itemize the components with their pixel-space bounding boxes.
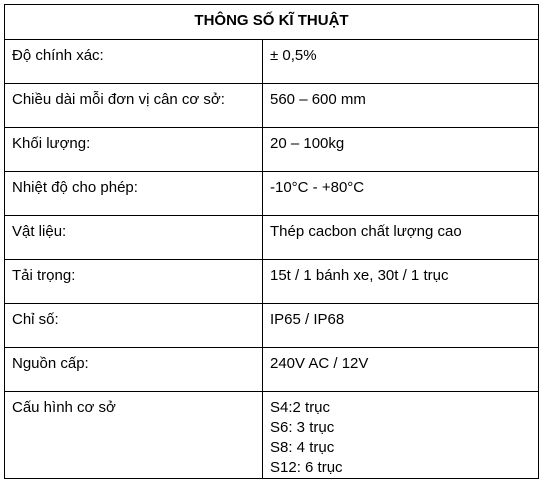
spec-label: Chiều dài mỗi đơn vị cân cơ sở: <box>5 84 263 128</box>
spec-table <box>4 4 539 479</box>
spec-label: Nguồn cấp: <box>5 348 263 392</box>
spec-value: 240V AC / 12V <box>263 348 539 392</box>
table-row <box>5 216 539 260</box>
table-row <box>5 260 539 304</box>
spec-value: IP65 / IP68 <box>263 304 539 348</box>
spec-value: 560 – 600 mm <box>263 84 539 128</box>
spec-label: Vật liệu: <box>5 216 263 260</box>
spec-label: Cấu hình cơ sở <box>5 392 263 479</box>
spec-label: Độ chính xác: <box>5 40 263 84</box>
spec-value: Thép cacbon chất lượng cao <box>263 216 539 260</box>
table-row <box>5 392 539 479</box>
table-row <box>5 128 539 172</box>
table-title: THÔNG SỐ KĨ THUẬT <box>5 5 539 40</box>
spec-label: Nhiệt độ cho phép: <box>5 172 263 216</box>
spec-value: -10°C - +80°C <box>263 172 539 216</box>
table-row <box>5 304 539 348</box>
spec-value-line: S8: 4 trục <box>270 439 335 456</box>
spec-label: Khối lượng: <box>5 128 263 172</box>
spec-label: Tải trọng: <box>5 260 263 304</box>
table-header-row <box>5 5 539 40</box>
spec-value: 15t / 1 bánh xe, 30t / 1 trục <box>263 260 539 304</box>
table-row <box>5 348 539 392</box>
spec-value-line: S4:2 trục <box>270 399 331 416</box>
spec-label: Chỉ số: <box>5 304 263 348</box>
table-row <box>5 84 539 128</box>
spec-value: 20 – 100kg <box>263 128 539 172</box>
table-row <box>5 172 539 216</box>
spec-sheet <box>4 4 538 476</box>
spec-value-line: S6: 3 trục <box>270 419 335 436</box>
spec-value: ± 0,5% <box>263 40 539 84</box>
spec-value-line: S12: 6 trục <box>270 459 343 476</box>
table-row <box>5 40 539 84</box>
spec-value-list <box>263 392 539 479</box>
